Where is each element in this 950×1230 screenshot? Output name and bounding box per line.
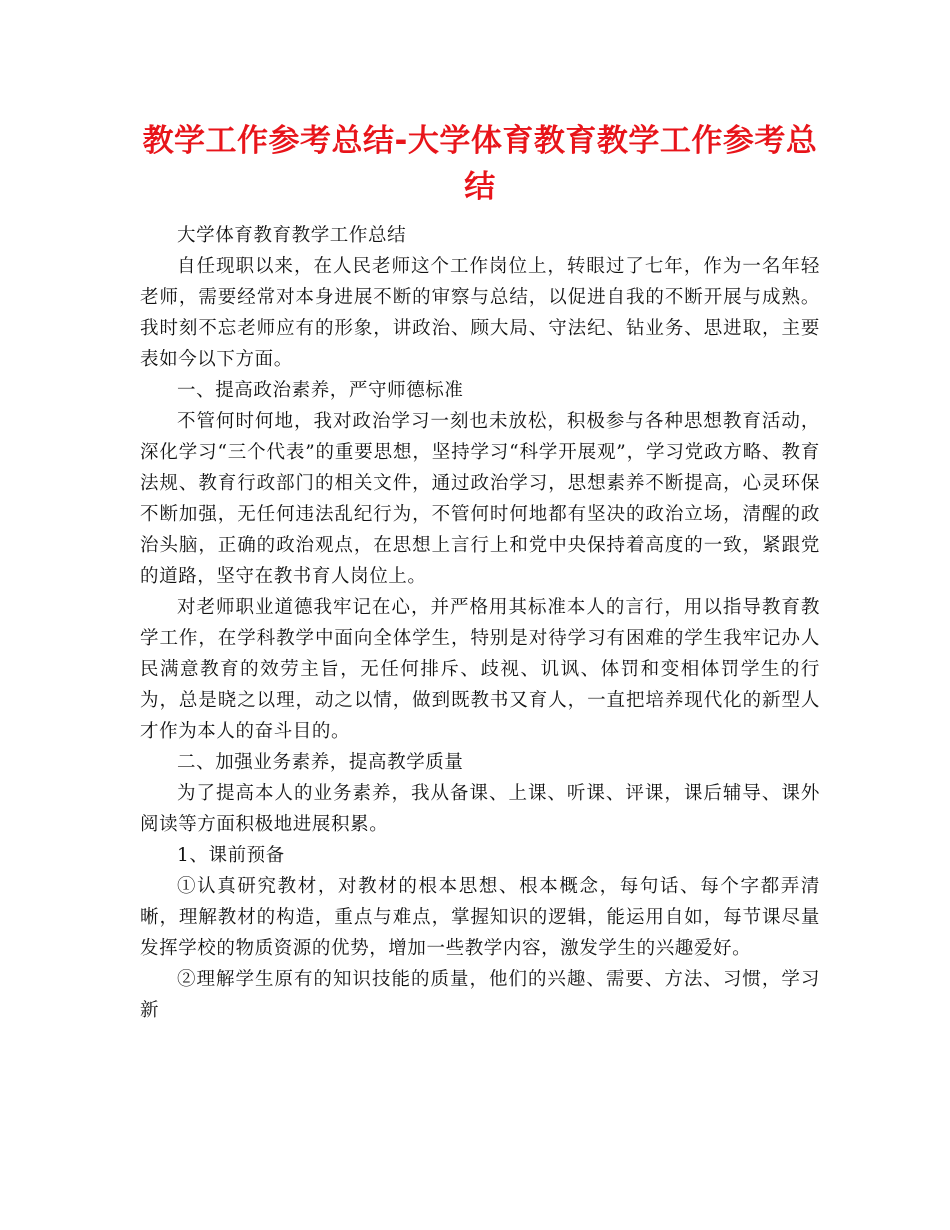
list-item-2: ②理解学生原有的知识技能的质量，他们的兴趣、需要、方法、习惯，学习新 [140,969,820,1021]
subsection-heading-1: 1、课前预备 [177,845,285,866]
document-title: 教学工作参考总结-大学体育教育教学工作参考总结 [142,123,818,205]
paragraph-intro: 自任现职以来，在人民老师这个工作岗位上，转眼过了七年，作为一名年轻老师，需要经常对本身进展不断的审察与总结，以促进自我的不断开展与成熟。我时刻不忘老师应有的形象，讲政治、顾大局、守法纪、钻业务、思进取，主要表如今以下方面。 [140,256,820,370]
list-item-1: ①认真研究教材，对教材的根本思想、根本概念，每句话、每个字都弄清晰，理解教材的构造，重点与难点，掌握知识的逻辑，能运用自如，每节课尽量发挥学校的物质资源的优势，增加一些教学内容，激发学生的兴趣爱好。 [140,876,820,959]
paragraph-subtitle: 大学体育教育教学工作总结 [177,225,407,246]
paragraph-political-study: 不管何时何地，我对政治学习一刻也未放松，积极参与各种思想教育活动，深化学习“三个代表”的重要思想，坚持学习“科学开展观”，学习党政方略、教育法规、教育行政部门的相关文件，通过政治学习，思想素养不断提高，心灵环保不断加强，无任何违法乱纪行为，不管何时何地都有坚决的政治立场，清醒的政治头脑，正确的政治观点，在思想上言行上和党中央保持着高度的一致，紧跟党的道路，坚守在教书育人岗位上。 [140,411,820,587]
section-heading-2: 二、加强业务素养，提高教学质量 [177,752,464,773]
document-page [140,118,820,1026]
section-heading-1: 一、提高政治素养，严守师德标准 [177,380,464,401]
paragraph-professional-ethics: 对老师职业道德我牢记在心，并严格用其标准本人的言行，用以指导教育教学工作，在学科教学中面向全体学生，特别是对待学习有困难的学生我牢记办人民满意教育的效劳主旨，无任何排斥、歧视、讥讽、体罚和变相体罚学生的行为，总是晓之以理，动之以情，做到既教书又育人，一直把培养现代化的新型人才作为本人的奋斗目的。 [140,597,820,742]
document-body [140,220,820,1026]
paragraph-business-quality: 为了提高本人的业务素养，我从备课、上课、听课、评课，课后辅导、课外阅读等方面积极地进展积累。 [140,783,820,835]
